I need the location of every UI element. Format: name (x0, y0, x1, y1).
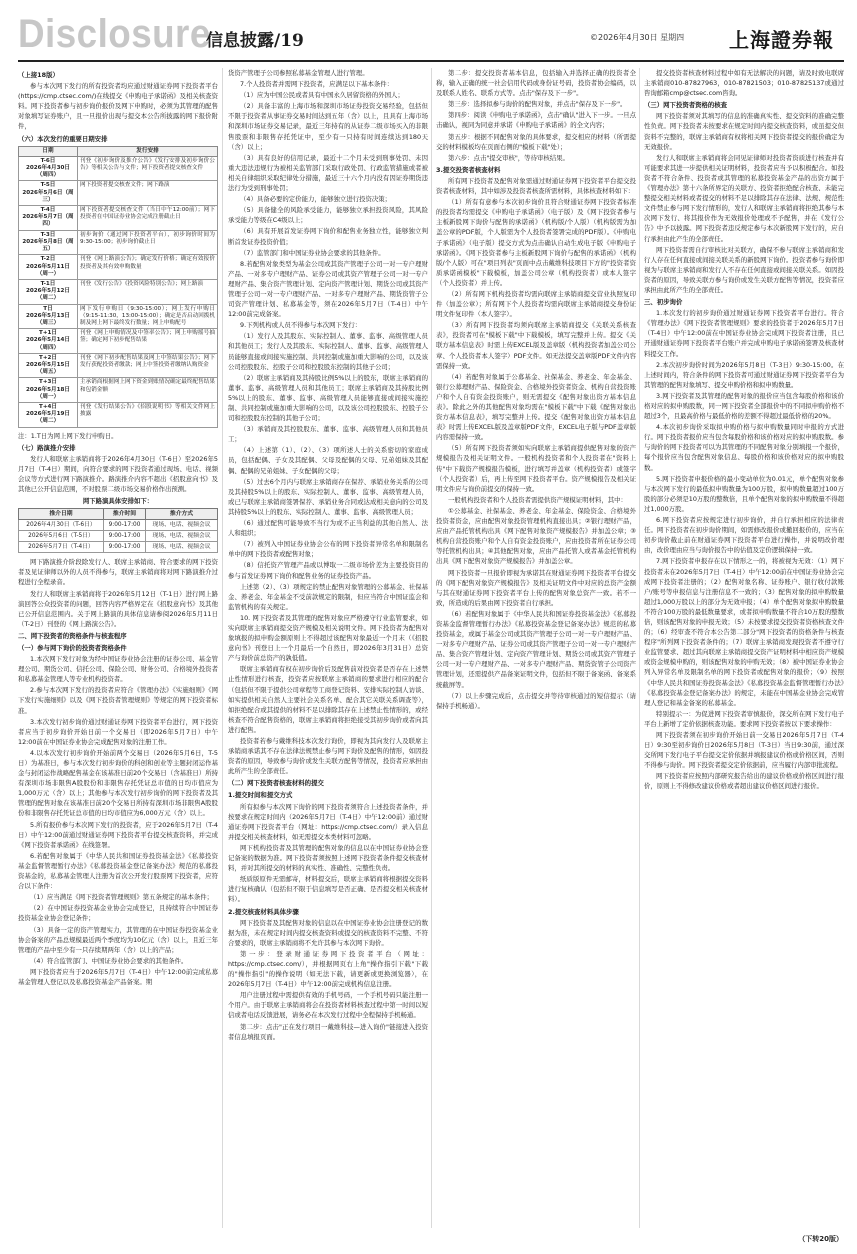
paragraph: （5）具备健全的风险承受能力，能够独立承担投资风险，其风险承受能力等级在C4级以上； (228, 206, 428, 225)
paragraph: 5.网下投资者申报价格的最小变动单位为0.01元，单个配售对象参与本次网下发行的最低拟申购数量为100万股，拟申购数量超过100万股的部分必须是10万股的整数倍，且单个配售对象的拟申购数量不得超过1,000万股。 (644, 474, 844, 513)
table-cell: 现场、电话、视频会议 (146, 531, 218, 542)
column-divider (639, 68, 640, 1228)
paragraph: （3）具备一定的资产管理实力，其管理的在中国证券投资基金业协会备案的产品总规模最近两个季度均为10亿元（含）以上，且近三年管理的产品中至少有一只存续期两年（含）以上的产品； (18, 925, 218, 954)
paragraph: （2）在中国证券投资基金业协会完成登记，且持续符合中国证券投资基金业协会登记条件； (18, 904, 218, 923)
column-divider (431, 68, 432, 1228)
paragraph: 所有拟参与本次网下询价的网下投资者须符合上述投资者条件，并按要求在规定时间内（2026年5月7日（T-4日）中午12:00前）通过财通证券网下投资者平台（网址：https://cmp.ctsec.com/）录入信息并提交相关核查材料，如无需提交本类材料可忽略。 (228, 802, 428, 841)
table-row (19, 279, 218, 304)
paragraph: 参与本次网下发行的所有投资者均应通过财通证券网下投资者平台(https://cmp.ctsec.com/)在线提交《申购电子承诺函》及相关核查资料。网下投资者参与初步询价报价及网下申购时，必须为其管理的配售对象填写证券账户，且一旦报价出现与提交本公告所披露的网下报价附件， (18, 82, 218, 131)
table-header: 推介时间 (103, 509, 145, 520)
section-heading: （七）路演推介安排 (18, 443, 76, 452)
table-caption: 网下路演具体安排如下： (82, 497, 154, 506)
paragraph: （2）所有网下机构投资者均需向联席主承销商提交营业执照复印件（加盖公章）；所有网下个人投资者均需向联席主承销商提交身份证明文件复印件（本人签字）。 (436, 289, 636, 319)
schedule-date-cell: T+2日 2026年5月15日（周五） (19, 353, 78, 378)
paragraph: 提交投资者核查材料过程中如有无法解决的问题，请及时致电联席主承销商010-87827963，010-87821503；010-87825137或通过咨询邮箱cmp@ctsec.com咨询。 (644, 69, 844, 98)
schedule-event-cell: 网下投资者提交核查文件（当日中午12:00前）；网下投资者在中国证券业协会完成注册截止日 (78, 206, 218, 231)
paragraph: （6）通过配售可能导致不当行为或不正当利益的其他自然人、法人和组织； (228, 519, 428, 538)
paragraph: 网下机构投资者及其管理的配售对象的信息以在中国证券业协会登记备案的数据为准。网下投资者须按照上述网下投资者条件提交核查材料，并对其所提交的材料的真实性、准确性、完整性负责。 (228, 843, 428, 873)
paragraph: （4）若配售对象属于公募基金、社保基金、养老金、年金基金、银行公募理财产品、保险资金、合格境外投资者资金、机构自营投资账户和个人自有资金投资账户，则无需提交《配售对象出资方基本信息表》。除此之外的其他配售对象均需在"模板下载"中下载《配售对象出资方基本信息表》，填写完整并上传。提交《配售对象出资方基本信息表》时需上传EXCEL版及盖章版PDF文件，EXCEL电子版与PDF盖章版内容需保持一致。 (436, 372, 636, 442)
continued-on-next-page: （下转20版） (798, 1235, 843, 1243)
table-row (19, 402, 218, 427)
newspaper-masthead: 上海證券報 (729, 28, 834, 52)
table-header: 发行安排 (78, 146, 218, 156)
paragraph: （7）以上步骤完成后，点击提交并等待审核通过的短信提示（请保持手机畅通）。 (436, 691, 636, 710)
paragraph: （3）具有良好的信用记录，最近十二个月未受到刑事处罚、未因重大违法违规行为被相关监管部门采取行政处罚、行政监管措施或者被相关自律组织采取纪律处分措施，最近三十六个月内没有因证券期货违法行为受到刑事处罚； (228, 153, 428, 193)
paragraph: （5）过去6个月内与联席主承销商存在保荐、承销业务关系的公司及其持股5%以上的股东、实际控制人、董事、监事、高级管理人员，或已与联席主承销商签署保荐、承销业务合同或达成相关意向的公司及其持股5%以上的股东、实际控制人、董事、监事、高级管理人员； (228, 477, 428, 516)
table-header: 日期 (19, 146, 78, 156)
continuation-note: （上接18版） (18, 71, 59, 79)
schedule-event-cell: 网下发行申购日（9:30-15:00）；网上发行申购日（9:15-11:30，13:00-15:00）；确定是否启动回拨机制及网上网下最终发行数量；网上申购配号 (78, 304, 218, 329)
table-cell: 现场、电话、视频会议 (146, 520, 218, 531)
paragraph: 6.网下投资者应按规定进行初步询价，并自行承担相应的法律责任。网下投资者在初步询价期间，如需修改报价或撤回报价的，应当在初步询价截止前在财通证券网下投资者平台进行操作，并说明改价理由，改价理由应当与询价报告中的估值及定价逻辑保持一致。 (644, 516, 844, 555)
schedule-event-cell: 刊登《发行结果公告》《招股说明书》等相关文件网上披露 (78, 402, 218, 427)
paragraph: （3）所有网下投资者均须向联席主承销商提交《关联关系核查表》，投资者可在"模板下载"中下载模板，填写完整并上传。提交《关联方基本信息表》时需上传EXCEL版及盖章版（机构投资者加盖公司公章、个人投资者本人签字）PDF文件。如无法提交盖章版PDF文件内容需保持一致。 (436, 321, 636, 370)
paragraph: 第三步：选择拟参与询价的配售对象，并点击"保存及下一步"。 (448, 100, 627, 109)
paragraph: （1）应当满足《网下投资者管理规则》第五条规定的基本条件； (30, 893, 214, 902)
paragraph: （2）具备丰富的上海市场和深圳市场证券投资交易经验，包括但不限于投资者从事证券交易时间达到五年（含）以上，且具有上海市场和深圳市场证券交易记录，最近三年持有的从证券二级市场买入的非限售股票和非限售存托凭证中，至少有一只持有时间连续达到180天（含）以上； (228, 102, 428, 151)
table-row (19, 329, 218, 354)
page-header (18, 10, 844, 62)
paragraph: 3.本次发行初步询价通过财通证券网下投资者平台进行，网下投资者应当于初步询价开始日前一个交易日（即2026年5月7日）中午12:00前在中国证券业协会完成配售对象的注册工作。 (18, 717, 218, 746)
paragraph: 所有网下投资者及配售对象需通过财通证券网下投资者平台提交投资者核查材料，其中如涉及投资者核查所需材料，具体核查材料如下： (436, 176, 636, 196)
table-row (19, 353, 218, 378)
schedule-date-cell: T-6日 2026年4月30日（周四） (19, 156, 78, 181)
table-row (19, 542, 218, 553)
schedule-event-cell: 刊登《发行公告》《投资风险特别公告》；网上路演 (78, 279, 218, 304)
paragraph: 网下投资者一旦报价即视为承诺其在财通证券网下投资者平台提交的《网下配售对象资产规模报告》及相关证明文件中对应的总资产金额与其在财通证券网下投资者平台上传的配售对象总资产一致。若不一致，所造成的后果由网下投资者自行承担。 (436, 568, 636, 607)
section-heading: （三）网下投资者资格的核查 (644, 101, 728, 110)
section-title: 信息披露/19 (206, 31, 304, 51)
paragraph: （1）发行人及其股东、实际控制人、董事、监事、高级管理人员和其他员工；发行人及其股东、实际控制人、董事、监事、高级管理人员能够直接或间接实施控制、共同控制或施加重大影响的公司，以及该公司控股股东、控股子公司和控股股东控制的其他子公司； (228, 332, 428, 371)
paragraph: 第二步：提交投资者基本信息，包括输入并选择正确的投资者全称，输入正确的统一社会信用代码或身份证号码，投资者协会编码，以及联系人姓名、联系方式等。点击"保存及下一步"。 (436, 69, 636, 98)
paragraph: 发行人和联席主承销商将于2026年4月30日（T-6日）至2026年5月7日（T-4日）期间，向符合要求的网下投资者通过现场、电话、视频会议等方式进行网下路演推介。路演推介内容不超出《招股意向书》及其他已公开信息范围，不对股票二级市场交易价格作出预测。 (18, 454, 218, 494)
paragraph: （1）应为中国公民或者具有中国永久居留资格的外国人； (240, 91, 404, 100)
paragraph: 2.本次初步询价时间为2026年5月8日（T-3日）9:30-15:00。在上述时间内，符合条件的网下投资者可通过财通证券网下投资者平台为其管理的配售对象填写、提交申购价格和拟申购数量。 (644, 360, 844, 389)
paragraph: 特别提示一：为促进网下投资者审慎报价，深交所在网下发行电子平台上新增了定价依据核查功能。要求网下投资者按以下要求操作： (644, 709, 844, 728)
table-cell: 现场、电话、视频会议 (146, 542, 218, 553)
article-column-1 (18, 68, 218, 1204)
table-row (19, 255, 218, 280)
paragraph: 4.本次初步询价采取拟申购价格与拟申购数量同时申报的方式进行。网下投资者报价应当包含每股价格和该价格对应的拟申购股数。参与询价的网下投资者可以为其管理的不同配售对象分别填报一个报价，每个报价应当包含配售对象信息、每股价格和该价格对应的拟申购股数。 (644, 423, 844, 472)
paragraph: （2）联席主承销商及其持股比例5%以上的股东，联席主承销商的董事、监事、高级管理人员和其他员工；联席主承销商及其持股比例5%以上的股东、董事、监事、高级管理人员能够直接或间接实施控制、共同控制或施加重大影响的公司，以及该公司控股股东、控股子公司和控股股东控制的其他子公司； (228, 373, 428, 423)
schedule-date-cell: T日 2026年5月13日（周三） (19, 304, 78, 329)
section-heading: 二、网下投资者的资格条件与核查程序 (18, 631, 127, 640)
paragraph: （6）若配售对象属于《中华人民共和国证券投资基金法》《私募投资基金监督管理暂行办法》《私募投资基金登记备案办法》规范的私募投资基金，或属于基金公司或其资产管理子公司一对一专户理财产品、一对多专户理财产品、证券公司或其资产管理子公司一对一专户理财产品、集合资产管理计划、定向资产管理计划、期货公司或其资产管理子公司一对一专户理财产品、一对多专户理财产品、期货资管子公司资产管理计划，还需提供产品备案证明文件，包括但不限于备案函、备案系统截屏等。 (436, 609, 636, 689)
table-cell: 9:00-17:00 (103, 542, 145, 553)
schedule-date-cell: T-5日 2026年5月6日（周三） (19, 181, 78, 206)
table-header: 推介方式 (146, 509, 218, 520)
section-heading: 三、初步询价 (644, 298, 683, 307)
schedule-table (18, 146, 218, 428)
table-row (19, 156, 218, 181)
paragraph: 网下路演推介阶段除发行人、联席主承销商、符合要求的网下投资者及见证律师以外的人员不得参与，联席主承销商将对网下路演推介过程进行全程录音。 (18, 558, 218, 587)
paragraph: （4）具备必要的定价能力，能够独立进行投资决策； (240, 195, 392, 204)
paragraph: （4）符合监管部门、中国证券业协会要求的其他条件。 (30, 956, 188, 965)
paragraph: 网下投资者应按照内部研究报告给出的建议价格或价格区间进行报价，原则上不得修改建议价格或者超出建议价格区间进行报价。 (644, 772, 844, 791)
paragraph: （6）具有开展首发证券网下询价和配售业务独立性，能够独立判断首发证券投资价值； (228, 227, 428, 246)
schedule-event-cell: 主承销商根据网上网下资金到账情况确定最终配售结果和包销金额 (78, 378, 218, 403)
header-rule (18, 60, 844, 62)
paragraph: （4）上述第（1）、（2）、（3）项所述人士的关系密切的家庭成员，包括配偶、子女及其配偶、父母及配偶的父母、兄弟姐妹及其配偶、配偶的兄弟姐妹、子女配偶的父母； (228, 446, 428, 475)
issue-date: ©2026年4月30日 星期四 (590, 33, 685, 42)
schedule-date-cell: T+1日 2026年5月14日（周四） (19, 329, 78, 354)
schedule-date-cell: T+3日 2026年5月18日（周一） (19, 378, 78, 403)
paragraph: 网下投资者应当于2026年5月7日（T-4日）中午12:00前完成私募基金管理人登记以及私募投资基金产品备案。期 (18, 967, 218, 986)
table-row (19, 304, 218, 329)
paragraph: 10. 网下投资者及其管理的配售对象应严格遵守行业监管要求，如实向联席主承销商提交资产规模及相关说明文件。网下投资者为配售对象填报的拟申购金额原则上不得超过该配售对象最近一个月末（《招股意向书》刊登日上一个月最后一个自然日，即2026年3月31日）总资产与询价前总资产的孰低值。 (228, 613, 428, 663)
paragraph: 第二步：点击"正在发行项目一戴维科技—进入询价"链接进入投资者信息填报页面。 (228, 1022, 428, 1041)
paragraph: （7）被列入中国证券业协会公布的网下投资者异常名单和限制名单中的网下投资者或配售对象； (228, 540, 428, 559)
schedule-event-cell: 刊登《网下初步配售结果及网上中签结果公告》；网下发行获配投资者缴款；网上中签投资者缴纳认购资金 (78, 353, 218, 378)
paragraph: ①公募基金、社保基金、养老金、年金基金、保险资金、合格境外投资者资金，应由配售对象投资管理机构直接出具；②银行理财产品，应由产品托管机构出具《网下配售对象资产规模报告》并加盖公章；③机构自营投资账户和个人自有资金投资账户，应由投资者所在证券公司等托管机构出具；④其他配售对象，应由产品托管人或者基金托管机构出具《网下配售对象资产规模报告》并加盖公章。 (436, 506, 636, 566)
schedule-event-cell: 刊登《网上路演公告》；确定发行价格；确定有效报价投资者及其有效申购数量 (78, 255, 218, 280)
paragraph: 5.所有报价参与本次网下发行的投资者，应于2026年5月7日（T-4日）中午12:00前通过财通证券网下投资者平台提交核查资料，并完成《网下投资者承诺函》在线签署。 (18, 820, 218, 849)
paragraph: （5）所有网下投资者须如实向联席主承销商提供配售对象的资产规模报告及相关证明文件。一般机构投资者和个人投资者在"资料上传"中下载资产规模报告模板，进行填写并盖章（机构投资者）或签字（个人投资者）后，再上传至网下投资者平台。资产规模报告及相关证明文件应与询价前提交的保持一致。 (436, 444, 636, 493)
paragraph: 网下投资者及其配售对象的信息以在中国证券业协会注册登记的数据为准，未在规定时间内提交核查资料或提交的核查资料不完整、不符合要求的，联席主承销商将不允许其参与本次网下询价。 (228, 918, 428, 947)
paragraph: 货资产管理子公司参照私募基金管理人进行管理。 (228, 69, 369, 77)
section-heading: 2.提交核查材料具体步骤 (228, 907, 299, 916)
table-cell: 2026年5月6日（T-5日） (19, 531, 104, 542)
paragraph: （7）监管部门和中国证券业协会要求的其他条件。 (240, 248, 385, 257)
paragraph: 上述第（2）、（3）项规定的禁止配售对象管理的公募基金、社保基金、养老金、年金基金不受前款规定的限制，但应当符合中国证监会和监管机构的有关规定。 (228, 582, 428, 611)
schedule-date-cell: T-2日 2026年5月11日（周一） (19, 255, 78, 280)
column-divider (222, 68, 223, 1228)
table-note: 注：1.T日为网上网下发行申购日。 (18, 431, 118, 440)
paragraph: 4.以本次发行初步询价开始前两个交易日（2026年5月6日，T-5日）为基准日，参与本次发行初步询价的科创和创业等主题封闭运作基金与封闭运作战略配售基金在该基准日前20个交易日（含基准日）所持有深圳市场非限售A股股份和非限售存托凭证总市值的日均市值应为1,000万元（含）以上；其他参与本次发行初步询价的网下投资者及其管理的配售对象在该基准日前20个交易日所持有深圳市场非限售A股股份和非限售存托凭证总市值的日均市值应为6,000万元（含）以上。 (18, 748, 218, 818)
paragraph: 纸质版原件无需邮寄，材料提交后，联席主承销商将根据提交资料进行复核确认（包括但不限于信息填写是否正确、是否提交相关核查材料）。 (228, 875, 428, 904)
table-row (19, 206, 218, 231)
paragraph: 一般机构投资者和个人投资者需提供资产规模证明材料，其中： (448, 495, 627, 504)
paragraph: 投资者若参与戴维科技本次发行询价，即视为其向发行人及联席主承销商承诺其不存在法律法规禁止参与网下询价及配售的情形，如因投资者的原因，导致参与询价或发生关联方配售等情况，投资者应承担由此所产生的全部责任。 (228, 737, 428, 776)
paragraph: 3.网下投资者及其管理的配售对象的报价应当包含每股价格和该价格对应的拟申购股数，同一网下投资者全部报价中的不同拟申购价格不超过3个，且最高价格与最低价格的差额不得超过最低价格的20%。 (644, 391, 844, 421)
schedule-date-cell: T+4日 2026年5月19日（周二） (19, 402, 78, 427)
article-column-2 (228, 68, 428, 1228)
schedule-date-cell: T-3日 2026年5月8日（周五） (19, 230, 78, 255)
paragraph: 8.若配售对象类型为基金公司或其资产管理子公司一对一专户理财产品、一对多专户理财产品、证券公司或其资产管理子公司一对一专户理财产品、集合资产管理计划、定向资产管理计划、期货公司或其资产管理子公司一对一专户理财产品、一对多专户理财产品、期货资管子公司资产管理计划、私募基金等，须在2026年5月7日（T-4日）中午12:00前完成备案。 (228, 259, 428, 319)
paragraph: 用户注册过程中需提供有效的手机号码，一个手机号码只能注册一个用户。由于联席主承销商将会在投资者材料核查过程中第一时间以短信或者电话反馈进展，请务必在本次发行过程中全程保持手机畅通。 (228, 991, 428, 1020)
paragraph: 6.若配售对象属于《中华人民共和国证券投资基金法》《私募投资基金监督管理暂行办法》《私募投资基金登记备案办法》规范的私募投资基金的，私募基金管理人注册为首次公开发行股票网下投资者，应符合以下条件： (18, 851, 218, 891)
schedule-event-cell: 刊登《网上申购情况及中签率公告》；网上申购摇号抽签；确定网下初步配售结果 (78, 329, 218, 354)
table-cell: 2026年5月7日（T-4日） (19, 542, 104, 553)
section-heading: 3.提交投资者核查材料 (436, 165, 501, 174)
article-column-4 (644, 68, 844, 1228)
article-column-3 (436, 68, 636, 1228)
paragraph: （8）信托资产管理产品或以博取一二级市场价差为主要投资目的参与首发证券网下询价和配售业务的证券投资产品。 (228, 561, 428, 580)
paragraph: 7.个人投资者并需网下投资者，应满足以下基本条件： (240, 80, 394, 89)
section-brand-logo: Disclosure (18, 12, 211, 56)
table-row (19, 520, 218, 531)
section-heading: （六）本次发行的重要日期安排 (18, 134, 108, 143)
schedule-event-cell: 初步询价（通过网下投资者平台），初步询价时间为9:30-15:00；初步询价截止日 (78, 230, 218, 255)
paragraph: 第六步：点击"提交审核"，等待审核结果。 (448, 153, 569, 162)
table-cell: 9:00-17:00 (103, 520, 145, 531)
paragraph: 第一步：登录财通证券网下投资者平台（网址：https://cmp.ctsec.com/），并根据网页右上角"操作指引下载"下载的"操作指引"的操作说明（如无法下载，请更新或更换浏览器），在2026年5月7日（T-4日）中午12:00前完成机构信息注册。 (228, 949, 428, 989)
paragraph: 7.网下投资者申报存在以下情形之一的，将被视为无效：（1）网下投资者未在2026年5月7日（T-4日）中午12:00前在中国证券业协会完成网下投资者注册的；（2）配售对象名称、证券账户、银行收付款账户/账号等申报信息与注册信息不一致的；（3）配售对象的拟申购数量超过1,000万股以上的部分为无效申报；（4）单个配售对象拟申购数量不符合100万股的最低数量要求，或者拟申购数量不符合10万股的整数倍，则该配售对象的申报无效；（5）未按要求提交投资者资格核查文件的；（6）经审查不符合本公告第二部分"网下投资者的资格条件与核查程序"所列网下投资者条件的；（7）联席主承销商发现投资者不遵守行业监管要求、超过其向联席主承销商提交资产证明材料中相应资产规模或资金规模申购的，则该配售对象的申购无效；（8）被中国证券业协会列入异常名单及限制名单的网下投资者或配售对象的报价；（9）按照《中华人民共和国证券投资基金法》《私募投资基金监督管理暂行办法》《私募投资基金登记备案办法》的规定，未能在中国基金业协会完成管理人登记和基金备案的私募基金。 (644, 557, 844, 707)
paragraph: 1.本次发行的初步询价通过财通证券网下投资者平台进行。符合《管理办法》《网下投资者管理规则》要求的投资者于2026年5月7日（T-4日）中午12:00前在中国证券业协会完成网下投资者注册，且已开通财通证券网下投资者平台账户并完成申购电子承诺函签署及核查材料提交工作。 (644, 309, 844, 358)
paragraph: 发行人和联席主承销商将会同见证律师对投资者资质进行核查并有可能要求其进一步提供相关证明材料，投资者应当予以积极配合。如投资者不符合条件、投资者或其管理的私募投资基金产品的出资方属于《管理办法》第十六条所界定的关联方、投资者拒绝配合核查、未能完整提交相关材料或者提交的材料不足以排除其存在法律、法规、规范性文件禁止参与网下发行情形的，发行人和联席主承销商将拒绝其参与本次网下发行、将其报价作为无效报价处理或不予配售，并在《发行公告》中予以披露。网下投资者违反规定参与本次新股网下发行的，应自行承担由此产生的全部责任。 (644, 153, 844, 243)
schedule-date-cell: T-4日 2026年5月7日（周四） (19, 206, 78, 231)
paragraph: （3）承销商及其控股股东、董事、监事、高级管理人员和其他员工； (228, 425, 428, 444)
section-heading: 1.提交时间和提交方式 (228, 791, 293, 800)
paragraph: 网下投资者须对其填写的信息的准确真实性、提交资料的准确完整性负责。网下投资者未按要求在规定时间内提交核查资料，或虽提交但资料不完整的，联席主承销商有权将相关网下投资者提交的报价确定为无效报价。 (644, 112, 844, 151)
table-row (19, 531, 218, 542)
table-cell: 2026年4月30日（T-6日） (19, 520, 104, 531)
table-row (19, 181, 218, 206)
table-cell: 9:00-17:00 (103, 531, 145, 542)
paragraph: （1）所有有意参与本次初步询价且符合财通证券网下投资者标准的投资者均需提交《申购电子承诺函》（电子版）及《网下投资者参与主板新股网下询价与配售的承诺函》（机构版/个人版）（机构版需为加盖公章的PDF版，个人版需为个人投资者签署完成的PDF版）。《申购电子承诺函》（电子版）提交方式为点击确认自动生成电子版《申购电子承诺函》。《网下投资者参与主板新股网下询价与配售的承诺函》（机构版/个人版）可在"项目列表"页面中点击戴维科技项目下方的"投资者资质承诺函模板"下载模板，加盖公司公章（机构投资者）或本人签字（个人投资者）并上传。 (436, 198, 636, 287)
paragraph: 第四步：阅读《申购电子承诺函》，点击"确认"进入下一步。一旦点击确认，视同为同意并承诺《申购电子承诺函》的全文内容； (436, 111, 636, 130)
paragraph: 1.本次网下发行对象为经中国证券业协会注册的证券公司、基金管理公司、期货公司、信托公司、保险公司、财务公司、合格境外投资者和私募基金管理人等专业机构投资者。 (18, 655, 218, 684)
paragraph: 2.参与本次网下发行的投资者应符合《管理办法》《实施细则》《网下发行实施细则》以及《网下投资者管理规则》等规定的网下投资者标准。 (18, 686, 218, 715)
paragraph: 联席主承销商有权在初步询价后及配售前对投资者是否存在上述禁止性情形进行核查，投资者应按联席主承销商的要求进行相应的配合（包括但不限于提供公司章程等工商登记资料、安排实际控制人访谈、如实提供相关自然人主要社会关系名单、配合其它关联关系调查等），如拒绝配合或其提供的材料不足以排除其存在上述禁止性情形的，或经核查不符合配售资格的，联席主承销商将拒绝接受其初步询价或者向其进行配售。 (228, 665, 428, 734)
table-row (19, 230, 218, 255)
section-heading: （一）参与网下询价的投资者资格条件 (18, 643, 127, 652)
section-heading: （二）网下投资者核查材料的提交 (228, 779, 324, 788)
schedule-event-cell: 网下投资者提交核查文件；网下路演 (78, 181, 218, 206)
paragraph: 网下投资者需自行审核比对关联方，确保不参与联席主承销商和发行人存在任何直接或间接关联关系的新股网下询价。投资者参与询价即视为与联席主承销商和发行人不存在任何直接或间接关联关系。如因投资者的原因，导致关联方参与询价或发生关联方配售等情况，投资者应承担由此所产生的全部责任。 (644, 245, 844, 294)
table-header: 推介日期 (19, 509, 104, 520)
paragraph: 网下投资者须在初步询价开始日前一交易日2026年5月7日（T-4日）9:30至初步询价日2026年5月8日（T-3日）当日9:30前，通过深交所网下发行电子平台提交定价依据并填报建议价格或价格区间，否则不得参与询价。网下投资者提交定价依据前，应当履行内部审批流程。 (644, 731, 844, 770)
table-row (19, 378, 218, 403)
paragraph: 第五步：根据不同配售对象的具体要求，提交相应的材料（所需提交的材料模板均在页面右侧的"模板下载"处）； (436, 132, 636, 151)
paragraph: 9.下列机构或人员不得参与本次网下发行： (240, 321, 362, 330)
schedule-event-cell: 刊登《初步询价及推介公告》《发行安排及初步询价公告》等相关公告与文件；网下投资者提交核查文件 (78, 156, 218, 181)
schedule-date-cell: T-1日 2026年5月12日（周二） (19, 279, 78, 304)
roadshow-table (18, 508, 218, 553)
paragraph: 发行人和联席主承销商将于2026年5月12日（T-1日）进行网上路演回答公众投资者的问题，回答内容严格界定在《招股意向书》及其他已公开信息范围内。关于网上路演的具体信息请参阅2026年5月11日（T-2日）刊登的《网上路演公告》。 (18, 589, 218, 628)
